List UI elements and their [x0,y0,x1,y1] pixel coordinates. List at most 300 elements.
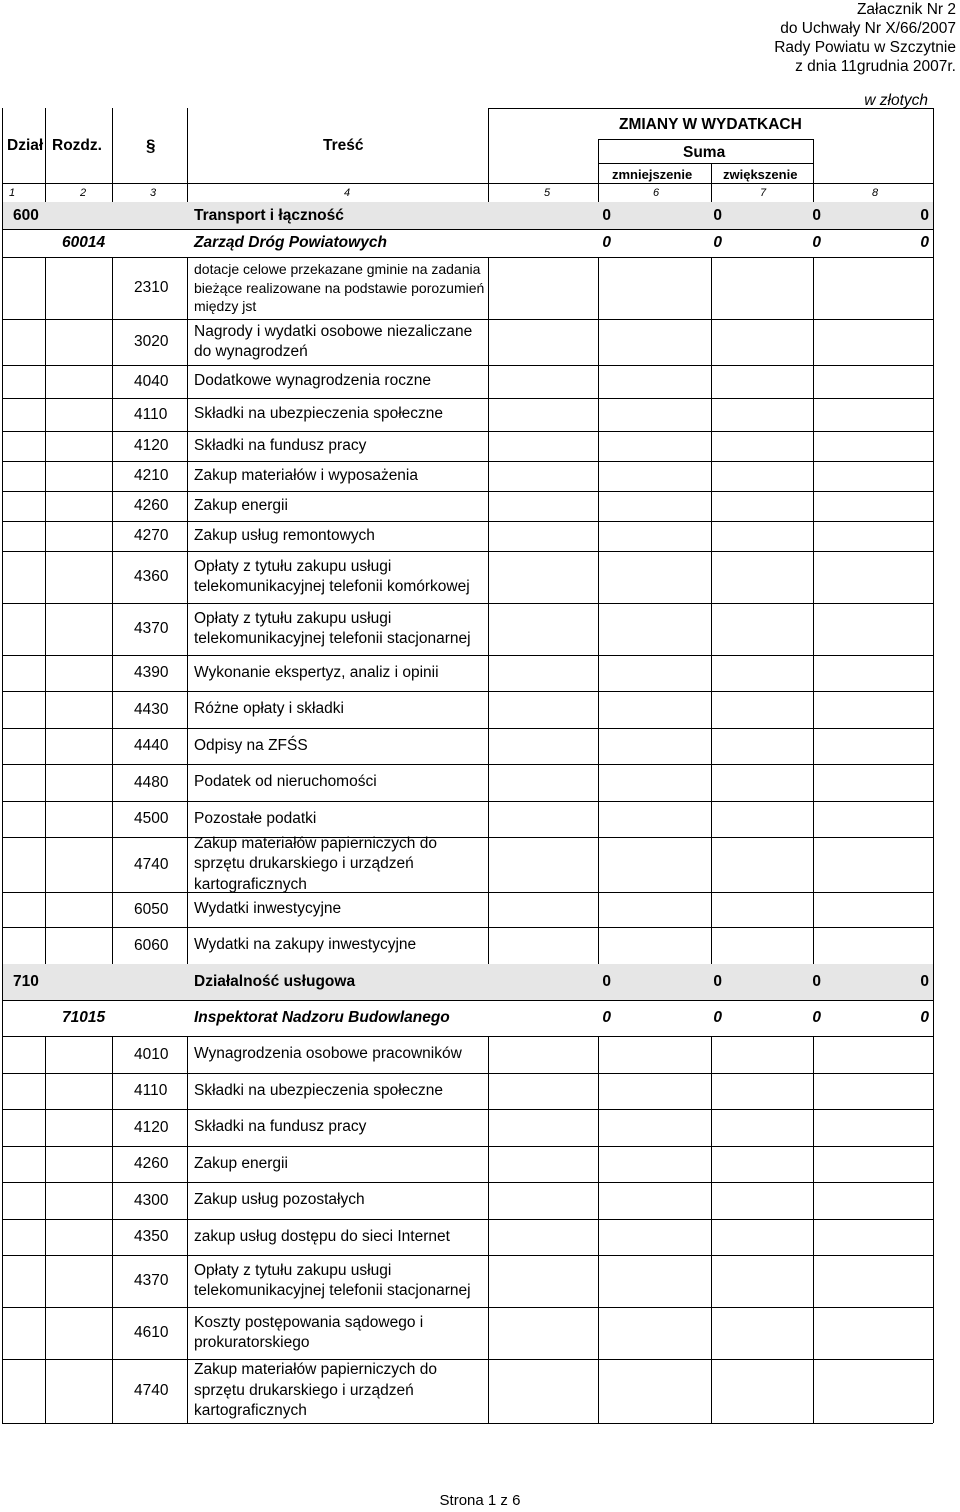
grid-line [711,1255,712,1307]
item-description: dotacje celowe przekazane gminie na zadania [194,261,481,278]
grid-line [488,431,489,461]
item-description: sprzętu drukarskiego i urządzeń [194,855,414,873]
grid-line [45,108,46,202]
grid-line [2,398,933,399]
grid-line [2,655,3,691]
grid-line [2,1255,933,1256]
grid-line [711,1036,712,1073]
item-description: Koszty postępowania sądowego i [194,1313,424,1331]
grid-line [2,1307,3,1359]
grid-line [2,257,3,319]
grid-line [711,163,712,202]
grid-line [488,655,489,691]
column-number: 5 [544,187,551,199]
grid-line [45,431,46,461]
grid-line [45,257,46,319]
grid-line [711,603,712,655]
grid-line [488,521,489,551]
grid-line [2,551,933,552]
grid-line [45,491,46,521]
grid-line [711,1109,712,1146]
grid-line [598,139,813,140]
grid-line [2,764,933,765]
currency-unit: w złotych [864,92,928,109]
grid-line [711,1219,712,1255]
grid-line [187,655,188,691]
grid-line [711,837,712,892]
item-description: Zakup materiałów papierniczych do [194,834,437,852]
grid-line [711,1073,712,1109]
grid-line [933,892,934,927]
header-line-2: do Uchwały Nr X/66/2007 [780,20,956,37]
grid-line [45,927,46,964]
grid-line [488,108,933,109]
grid-line [598,1036,599,1073]
item-description: Wynagrodzenia osobowe pracowników [194,1045,462,1063]
grid-line [112,764,113,801]
grid-line [598,691,599,728]
grid-line [488,603,489,655]
grid-line [112,461,113,491]
grid-line [2,108,3,202]
grid-line [112,603,113,655]
grid-line [598,764,599,801]
grid-line [112,1109,113,1146]
grid-line [2,365,933,366]
grid-line [2,1307,933,1308]
item-code: 4040 [134,372,169,390]
grid-line [488,1219,489,1255]
grid-line [45,603,46,655]
grid-line [2,892,933,893]
grid-line [2,319,3,365]
grid-line [813,431,814,461]
grid-line [598,1219,599,1255]
grid-line [488,1146,489,1182]
grid-line [488,1073,489,1109]
grid-line [813,655,814,691]
grid-line [711,461,712,491]
grid-line [45,365,46,398]
item-description: Opłaty z tytułu zakupu usługi [194,1261,392,1279]
item-description: Różne opłaty i składki [194,700,344,718]
grid-line [187,365,188,398]
item-description: Składki na ubezpieczenia społeczne [194,405,444,423]
grid-line [933,1219,934,1255]
grid-line [187,1109,188,1146]
item-description: telekomunikacyjnej telefonii komórkowej [194,578,470,595]
item-description: Wydatki inwestycyjne [194,900,342,918]
grid-line [2,1000,933,1001]
grid-line [2,1000,3,1036]
item-description: telekomunikacyjnej telefonii stacjonarnej [194,1282,471,1299]
grid-line [598,892,599,927]
grid-line [711,365,712,398]
grid-line [488,551,489,603]
item-description: Opłaty z tytułu zakupu usługi [194,609,392,627]
item-description: Składki na fundusz pracy [194,1118,367,1136]
grid-line [813,764,814,801]
grid-line [2,1255,3,1307]
grid-line [2,1182,3,1219]
grid-line [933,491,934,521]
grid-line [112,1219,113,1255]
grid-line [2,1182,933,1183]
grid-line [813,801,814,837]
row-shading [2,202,933,229]
grid-line [598,655,599,691]
grid-line [933,398,934,431]
grid-line [933,1073,934,1109]
grid-line [813,691,814,728]
item-description: Opłaty z tytułu zakupu usługi [194,557,392,575]
grid-line [488,1255,489,1307]
grid-line [933,319,934,365]
item-code: 4370 [134,620,169,637]
header-line-3: Rady Powiatu w Szczytnie [774,39,956,56]
grid-line [45,1359,46,1423]
grid-line [45,1182,46,1219]
grid-line [2,1036,3,1073]
grid-line [488,365,489,398]
grid-line [2,1359,3,1423]
grid-line [711,655,712,691]
grid-line [112,728,113,764]
grid-line [112,801,113,837]
grid-line [813,139,814,202]
grid-line [2,431,933,432]
column-number: 6 [653,187,660,199]
grid-line [813,365,814,398]
row-value: 0 [920,206,929,224]
item-code: 4740 [134,855,169,873]
item-code: 4120 [134,1118,169,1136]
grid-line [112,1073,113,1109]
grid-line [2,655,933,656]
item-code: 4260 [134,497,169,514]
item-code: 4210 [134,467,169,484]
grid-line [45,1073,46,1109]
row-value: 0 [713,1009,722,1026]
grid-line [933,257,934,319]
grid-line [2,1073,3,1109]
grid-line [2,431,3,461]
grid-line [711,1307,712,1359]
page-number: Strona 1 z 6 [439,1492,521,1509]
grid-line [45,1146,46,1182]
row-code: 600 [13,206,39,224]
grid-line [488,108,489,202]
grid-line [933,655,934,691]
grid-line [112,655,113,691]
grid-line [598,728,599,764]
grid-line [813,1036,814,1073]
grid-line [598,603,599,655]
grid-line [813,1146,814,1182]
grid-line [112,491,113,521]
grid-line [488,1036,489,1073]
grid-line [112,365,113,398]
grid-line [933,1255,934,1307]
item-description: Zakup energii [194,1154,288,1172]
header-rozdz: Rozdz. [52,137,102,154]
grid-line [813,927,814,964]
grid-line [488,319,489,365]
item-description: Zakup materiałów papierniczych do [194,1361,437,1379]
item-description: Dodatkowe wynagrodzenia roczne [194,372,431,390]
grid-line [187,1146,188,1182]
grid-line [488,728,489,764]
item-description: Nagrody i wydatki osobowe niezaliczane [194,322,473,340]
grid-line [711,1359,712,1423]
grid-line [2,892,3,927]
item-code: 3020 [134,333,169,350]
grid-line [2,1359,933,1360]
row-value: 0 [920,973,929,990]
column-number: 1 [9,187,16,199]
item-description: między jst [194,298,257,315]
grid-line [598,1255,599,1307]
grid-line [2,603,3,655]
item-code: 4110 [134,405,168,423]
grid-line [933,108,934,202]
item-description: do wynagrodzeń [194,343,308,360]
grid-line [711,319,712,365]
grid-line [598,1146,599,1182]
item-code: 4350 [134,1228,169,1245]
grid-line [598,139,599,202]
grid-line [933,1109,934,1146]
grid-line [711,257,712,319]
grid-line [2,1109,3,1146]
grid-line [598,1182,599,1219]
header-suma: Suma [683,144,726,161]
item-description: Wydatki na zakupy inwestycyjne [194,936,417,954]
grid-line [2,1073,933,1074]
item-code: 4390 [134,664,169,681]
grid-line [933,1036,934,1073]
grid-line [2,1219,933,1220]
row-value: 0 [713,234,722,251]
grid-line [598,319,599,365]
column-number: 3 [150,187,157,199]
grid-line [45,1036,46,1073]
item-code: 6060 [134,936,169,954]
item-description: telekomunikacyjnej telefonii stacjonarnej [194,630,471,647]
grid-line [2,837,3,892]
item-code: 4370 [134,1272,169,1289]
grid-line [813,892,814,927]
row-value: 0 [602,234,611,251]
grid-line [711,521,712,551]
grid-line [711,801,712,837]
grid-line [187,927,188,964]
item-description: Zakup energii [194,496,288,514]
grid-line [187,728,188,764]
grid-line [187,1359,188,1423]
row-name: Inspektorat Nadzoru Budowlanego [194,1009,450,1026]
grid-line [813,319,814,365]
grid-line [711,892,712,927]
grid-line [2,801,933,802]
item-description: Wykonanie ekspertyz, analiz i opinii [194,663,439,681]
grid-line [933,1307,934,1359]
grid-line [2,491,3,521]
row-value: 0 [920,1009,929,1026]
grid-line [2,229,3,257]
grid-line [488,491,489,521]
grid-line [933,927,934,964]
grid-line [813,1073,814,1109]
grid-line [813,1182,814,1219]
grid-line [112,108,113,202]
grid-line [45,1307,46,1359]
grid-line [488,764,489,801]
grid-line [112,1146,113,1182]
grid-line [933,691,934,728]
grid-line [112,892,113,927]
grid-line [2,365,3,398]
grid-line [598,398,599,431]
header-zmiany: ZMIANY W WYDATKACH [619,116,802,133]
header-dzial: Dział [7,137,44,154]
grid-line [933,1000,934,1036]
grid-line [933,603,934,655]
item-code: 6050 [134,900,169,918]
item-description: Odpisy na ZFŚS [194,736,308,754]
column-number: 7 [760,187,767,199]
row-value: 0 [812,973,821,990]
grid-line [711,1146,712,1182]
item-description: kartograficznych [194,875,307,893]
grid-line [598,461,599,491]
grid-line [933,1146,934,1182]
grid-line [711,431,712,461]
grid-line [2,1146,933,1147]
item-code: 4360 [134,568,169,585]
grid-line [711,691,712,728]
grid-line [933,551,934,603]
row-value: 0 [713,206,722,224]
grid-line [187,892,188,927]
row-value: 0 [812,206,821,224]
grid-line [187,1073,188,1109]
grid-line [711,551,712,603]
grid-line [2,1109,933,1110]
grid-line [598,491,599,521]
grid-line [488,398,489,431]
item-code: 4440 [134,737,169,754]
grid-line [711,927,712,964]
grid-line [711,398,712,431]
grid-line [2,691,3,728]
item-code: 4500 [134,810,169,827]
grid-line [598,927,599,964]
grid-line [598,1109,599,1146]
grid-line [2,964,3,1000]
item-code: 2310 [134,279,169,296]
grid-line [2,801,3,837]
grid-line [598,257,599,319]
item-code: 4260 [134,1155,169,1172]
grid-line [45,398,46,431]
row-value: 0 [602,206,611,224]
grid-line [45,1219,46,1255]
grid-line [933,202,934,229]
grid-line [187,257,188,319]
header-zwiekszenie: zwiększenie [723,167,798,182]
grid-line [112,1307,113,1359]
grid-line [933,521,934,551]
grid-line [45,892,46,927]
grid-line [187,551,188,603]
grid-line [187,1182,188,1219]
grid-line [2,257,933,258]
grid-line [112,1255,113,1307]
item-code: 4740 [134,1382,169,1399]
grid-line [711,1182,712,1219]
grid-line [187,398,188,431]
row-name: Transport i łączność [194,206,344,224]
grid-line [598,1359,599,1423]
grid-line [598,1307,599,1359]
row-shading [2,964,933,1000]
grid-line [488,837,489,892]
grid-line [112,431,113,461]
grid-line [813,603,814,655]
item-code: 4120 [134,437,169,454]
item-code: 4300 [134,1191,169,1209]
grid-line [112,1359,113,1423]
grid-line [488,461,489,491]
grid-line [2,202,3,229]
grid-line [933,229,934,257]
grid-line [2,691,933,692]
grid-line [2,521,3,551]
grid-line [813,461,814,491]
grid-line [112,927,113,964]
row-value: 0 [812,234,821,251]
grid-line [45,728,46,764]
grid-line [598,1073,599,1109]
attachment-header [774,0,956,76]
grid-line [45,461,46,491]
grid-line [598,551,599,603]
grid-line [45,801,46,837]
grid-line [813,1219,814,1255]
grid-line [813,837,814,892]
grid-line [187,431,188,461]
grid-line [813,1307,814,1359]
item-code: 4480 [134,773,169,791]
grid-line [112,1036,113,1073]
row-value: 0 [602,973,611,990]
item-description: prokuratorskiego [194,1334,310,1351]
item-description: Składki na fundusz pracy [194,436,367,454]
grid-line [813,257,814,319]
item-description: Zakup usług pozostałych [194,1191,365,1209]
grid-line [2,229,933,230]
item-code: 4430 [134,700,169,718]
item-code: 4010 [134,1045,169,1063]
row-value: 0 [812,1009,821,1026]
grid-line [2,927,933,928]
grid-line [933,837,934,892]
grid-line [187,491,188,521]
grid-line [45,1109,46,1146]
grid-line [112,551,113,603]
grid-line [813,398,814,431]
